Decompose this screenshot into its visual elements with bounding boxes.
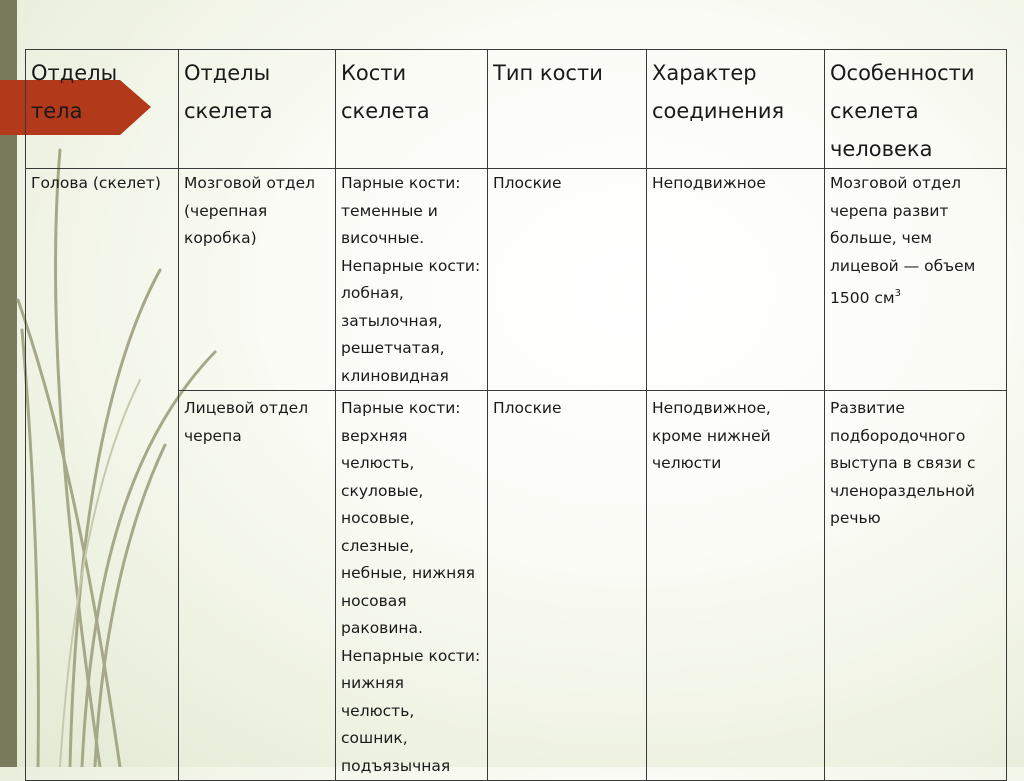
cell-bone-type: Плоские [488, 169, 647, 391]
skeleton-table [25, 49, 1007, 781]
header-bones: Кости скелета [336, 50, 488, 169]
header-features: Особенности скелета человека [825, 50, 1007, 169]
header-bone-type: Тип кости [488, 50, 647, 169]
cell-features: Развитие подбородочного выступа в связи с членораздельной речью [825, 391, 1007, 781]
cell-skeleton-section: Мозговой отдел (черепная коробка) [179, 169, 336, 391]
cell-features [825, 169, 1007, 391]
cell-connection: Неподвижное, кроме нижней челюсти [647, 391, 825, 781]
cell-bones: Парные кости: верхняя челюсть, скуловые, носовые, слезные, небные, нижняя носовая раковина. Непарные кости: нижняя челюсть, сошник, подъязычная [336, 391, 488, 781]
header-skeleton-sections: Отделы скелета [179, 50, 336, 169]
cell-bones: Парные кости: теменные и височные. Непарные кости: лобная, затылочная, решетчатая, клиновидная [336, 169, 488, 391]
header-row [26, 50, 1007, 169]
header-connection-type: Характер соединения [647, 50, 825, 169]
cell-connection: Неподвижное [647, 169, 825, 391]
cell-bone-type: Плоские [488, 391, 647, 781]
superscript-3: 3 [894, 288, 901, 299]
header-body-parts: Отделы тела [26, 50, 179, 169]
table-row [26, 169, 1007, 391]
cell-skeleton-section: Лицевой отдел черепа [179, 391, 336, 781]
features-text: Мозговой отдел черепа развит больше, чем лицевой — объем 1500 см [830, 174, 976, 307]
cell-body-part: Голова (скелет) [26, 169, 179, 781]
